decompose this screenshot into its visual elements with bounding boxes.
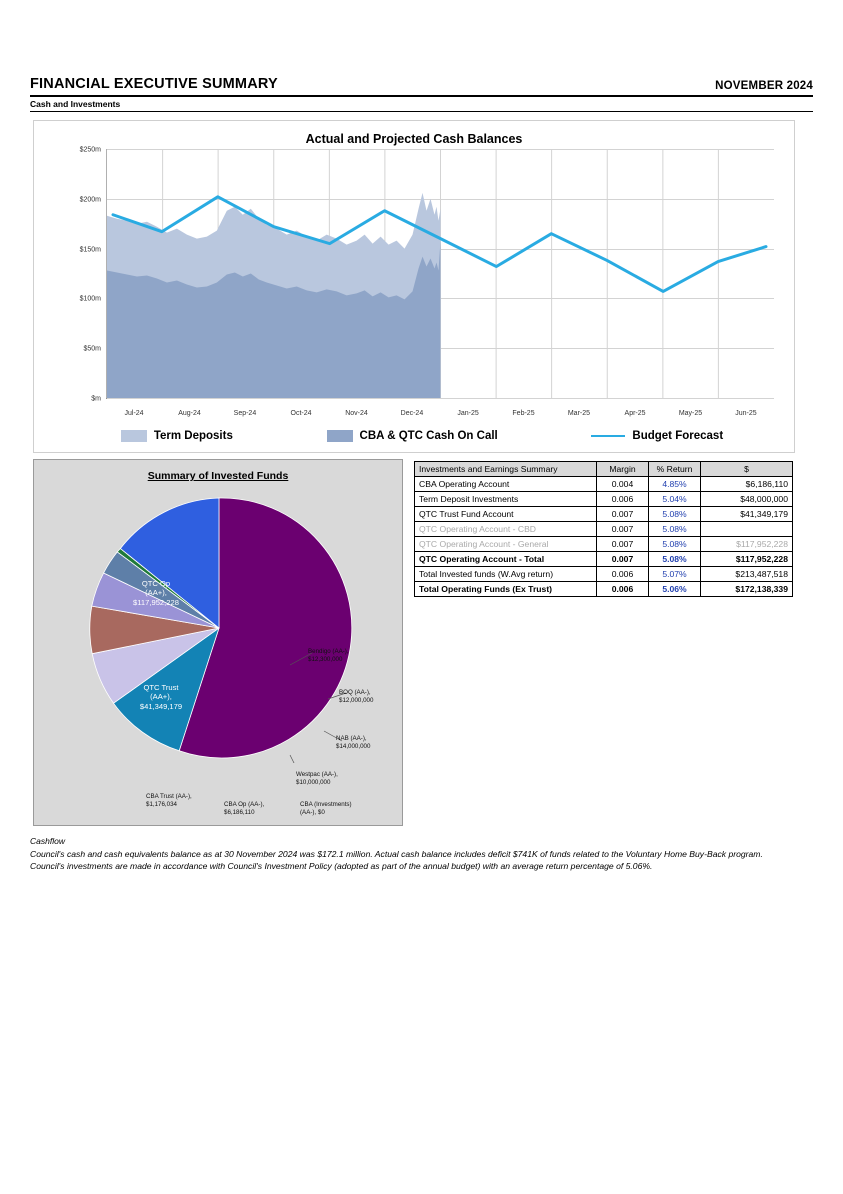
legend-swatch-icon xyxy=(327,430,353,442)
pie-label-boq: BOQ (AA-), $12,000,000 xyxy=(339,689,374,704)
cell-return: 4.85% xyxy=(649,477,701,492)
y-tick-label: $150m xyxy=(79,246,101,254)
cell-amount xyxy=(701,522,793,537)
pie-chart-svg xyxy=(84,493,354,763)
col-header-name: Investments and Earnings Summary xyxy=(415,462,597,477)
cell-return: 5.06% xyxy=(649,582,701,597)
table-row xyxy=(415,492,793,507)
cell-return: 5.08% xyxy=(649,537,701,552)
pie-label-nab: NAB (AA-), $14,000,000 xyxy=(336,735,371,750)
cell-name: Total Invested funds (W.Avg return) xyxy=(415,567,597,582)
cell-return: 5.08% xyxy=(649,507,701,522)
table-row xyxy=(415,582,793,597)
legend-item-cash-on-call xyxy=(327,430,498,442)
x-tick-label: Sep-24 xyxy=(233,410,257,417)
x-tick-label: Jun-25 xyxy=(735,410,757,417)
page-title: FINANCIAL EXECUTIVE SUMMARY xyxy=(30,76,278,92)
legend-label: Budget Forecast xyxy=(632,430,724,442)
table-row xyxy=(415,552,793,567)
cell-name: QTC Operating Account - General xyxy=(415,537,597,552)
cell-return: 5.08% xyxy=(649,552,701,567)
cash-chart-plot-area xyxy=(79,146,774,403)
cell-amount: $48,000,000 xyxy=(701,492,793,507)
y-tick-label: $m xyxy=(91,395,101,403)
x-tick-label: Mar-25 xyxy=(567,410,591,417)
report-header xyxy=(30,76,813,97)
cell-margin: 0.006 xyxy=(597,582,649,597)
pie-label-cba-op: CBA Op (AA-), $6,186,110 xyxy=(224,801,265,816)
cell-return: 5.07% xyxy=(649,567,701,582)
col-header-amount: $ xyxy=(701,462,793,477)
x-tick-label: Aug-24 xyxy=(178,410,201,417)
col-header-margin: Margin xyxy=(597,462,649,477)
y-tick-label: $200m xyxy=(79,196,101,204)
cell-name: QTC Trust Fund Account xyxy=(415,507,597,522)
legend-line-icon xyxy=(591,435,625,437)
cell-margin: 0.006 xyxy=(597,492,649,507)
table-row xyxy=(415,537,793,552)
investments-earnings-table xyxy=(414,461,793,597)
x-tick-label: Apr-25 xyxy=(624,410,646,417)
cash-balances-chart xyxy=(33,120,795,453)
legend-label: Term Deposits xyxy=(153,430,233,442)
x-tick-label: Nov-24 xyxy=(345,410,368,417)
cell-name: CBA Operating Account xyxy=(415,477,597,492)
x-tick-label: Jan-25 xyxy=(457,410,479,417)
investments-table-wrap xyxy=(414,461,793,597)
pie-label-qtc-op: QTC Op (AA+), $117,952,228 xyxy=(133,579,179,607)
x-tick-label: Jul-24 xyxy=(124,410,144,417)
legend-swatch-icon xyxy=(121,430,147,442)
pie-label-cba-investments: CBA (Investments) (AA-), $0 xyxy=(300,801,352,816)
cash-chart-legend xyxy=(74,430,770,442)
pie-chart xyxy=(84,493,374,816)
section-title: Cash and Investments xyxy=(30,99,813,112)
cell-return: 5.04% xyxy=(649,492,701,507)
pie-label-qtc-trust: QTC Trust (AA+), $41,349,179 xyxy=(139,683,183,711)
cell-amount: $213,487,518 xyxy=(701,567,793,582)
table-row xyxy=(415,567,793,582)
cash-chart-plot xyxy=(79,146,774,421)
y-tick-label: $100m xyxy=(79,295,101,303)
cashflow-heading: Cashflow xyxy=(30,836,65,846)
x-tick-label: Dec-24 xyxy=(400,410,424,417)
y-tick-label: $50m xyxy=(83,345,101,353)
cell-amount: $117,952,228 xyxy=(701,537,793,552)
y-tick-label: $250m xyxy=(79,146,101,154)
pie-label-westpac: Westpac (AA-), $10,000,000 xyxy=(296,771,338,786)
cell-amount: $6,186,110 xyxy=(701,477,793,492)
cell-margin: 0.007 xyxy=(597,507,649,522)
table-row xyxy=(415,477,793,492)
x-tick-label: May-25 xyxy=(678,410,703,417)
pie-label-bendigo: Bendigo (AA-), $12,300,000 xyxy=(308,648,349,663)
x-tick-label: Feb-25 xyxy=(512,410,535,417)
cell-name: QTC Operating Account - CBD xyxy=(415,522,597,537)
cell-name: QTC Operating Account - Total xyxy=(415,552,597,567)
pie-label-cba-trust: CBA Trust (AA-), $1,176,034 xyxy=(146,793,192,808)
report-period: NOVEMBER 2024 xyxy=(715,80,813,92)
col-header-return: % Return xyxy=(649,462,701,477)
cell-amount: $172,138,339 xyxy=(701,582,793,597)
invested-funds-panel xyxy=(33,459,403,826)
gridline xyxy=(91,395,774,403)
legend-item-term-deposits xyxy=(121,430,233,442)
cashflow-text: Council's cash and cash equivalents balance as at 30 November 2024 was $172.1 million. Actual cash balance includes deficit $741K of funds related to the Voluntary Home Buy-Back program. Council's investments are made in accordance with Council's Investment Policy (adopted as part of the annual budget) with an average return percentage of 5.06%. xyxy=(30,849,763,872)
table-row xyxy=(415,507,793,522)
table-row xyxy=(415,522,793,537)
legend-item-budget-forecast xyxy=(591,430,723,442)
legend-label: CBA & QTC Cash On Call xyxy=(359,430,498,442)
cell-name: Term Deposit Investments xyxy=(415,492,597,507)
cell-name: Total Operating Funds (Ex Trust) xyxy=(415,582,597,597)
table-header-row xyxy=(415,462,793,477)
cash-chart-title: Actual and Projected Cash Balances xyxy=(305,132,523,146)
pie-chart-title: Summary of Invested Funds xyxy=(147,470,289,482)
cell-amount: $117,952,228 xyxy=(701,552,793,567)
cell-return: 5.08% xyxy=(649,522,701,537)
cell-margin: 0.007 xyxy=(597,552,649,567)
x-tick-label: Oct-24 xyxy=(290,410,312,417)
cell-amount: $41,349,179 xyxy=(701,507,793,522)
cell-margin: 0.007 xyxy=(597,522,649,537)
cell-margin: 0.006 xyxy=(597,567,649,582)
cash-chart-series xyxy=(107,149,774,398)
cell-margin: 0.007 xyxy=(597,537,649,552)
cell-margin: 0.004 xyxy=(597,477,649,492)
